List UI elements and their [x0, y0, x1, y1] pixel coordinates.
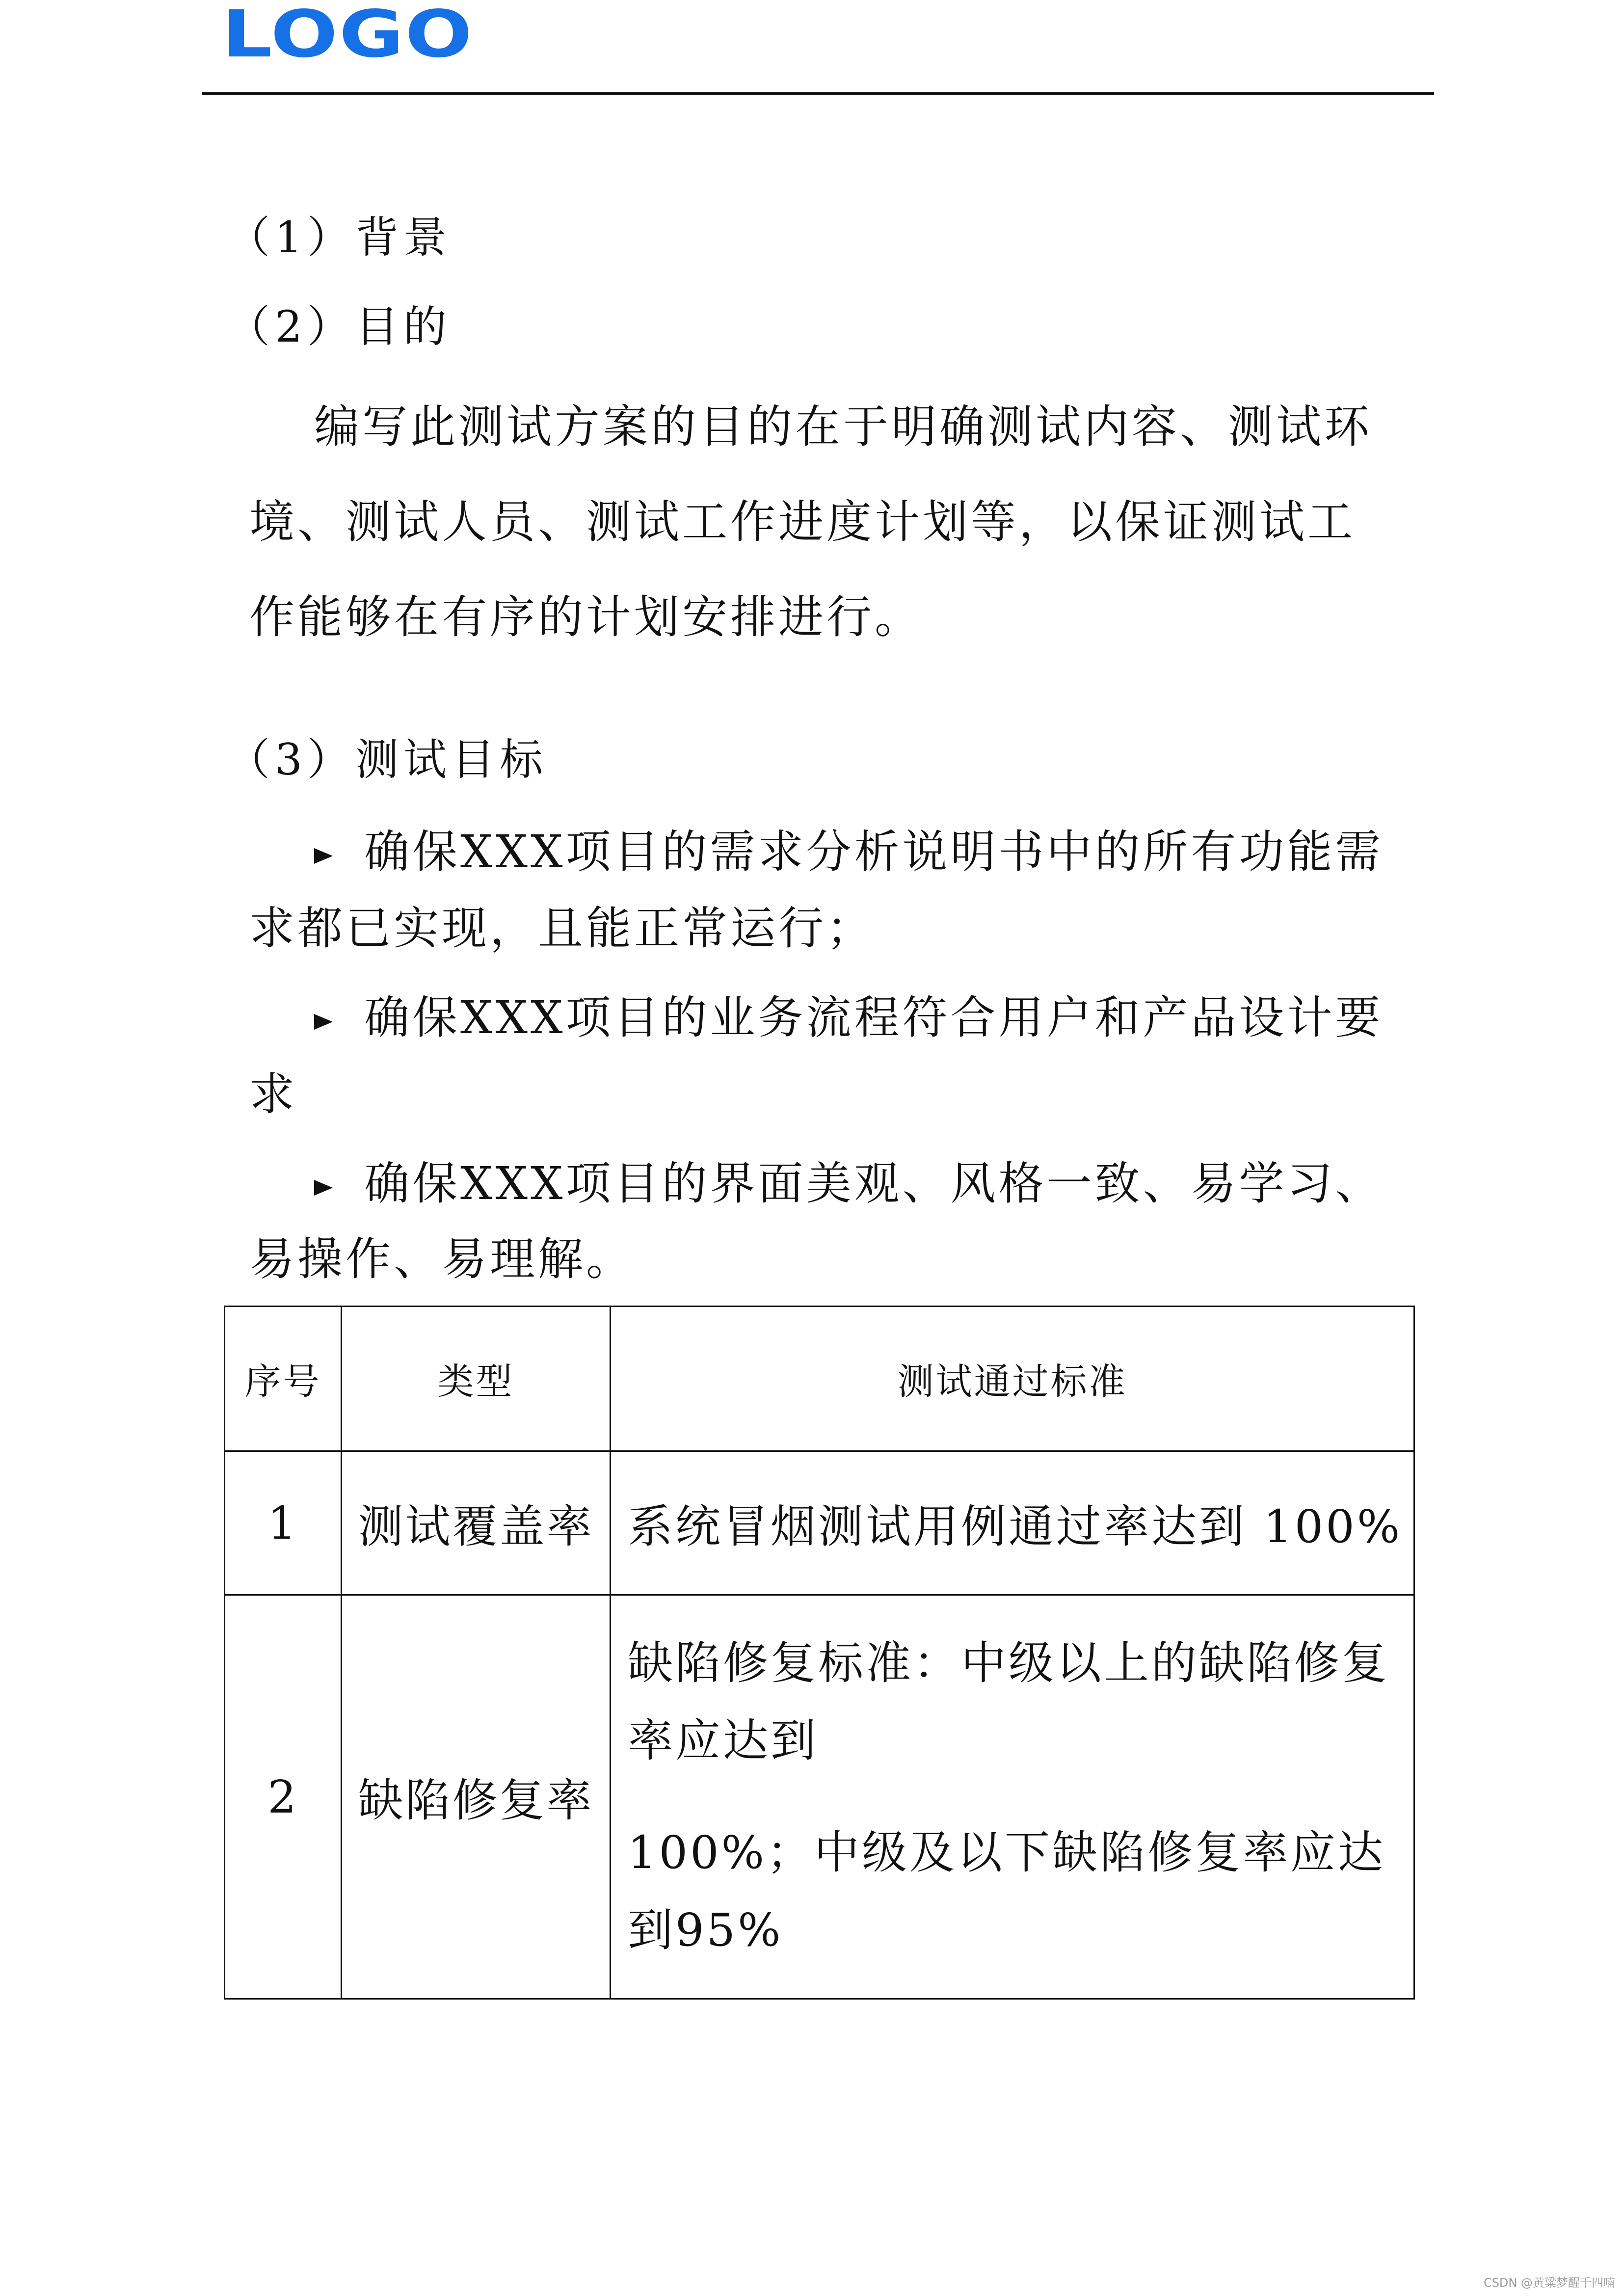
goal-heading: （3）测试目标: [227, 734, 548, 785]
goal-item-3-line-1: 确保XXX项目的界面美观、风格一致、易学习、: [364, 1157, 1384, 1210]
arrow-bullet-icon: [314, 1014, 333, 1030]
table-row: [225, 1451, 1414, 1595]
table-header-row: [225, 1307, 1414, 1451]
pass-criteria-table: [224, 1306, 1415, 2000]
goal-item-1-line-2: 求都已实现，且能正常运行；: [249, 902, 875, 955]
logo-text: LOGO: [222, 0, 474, 72]
arrow-bullet-icon: [314, 848, 333, 864]
company-logo: [222, 0, 474, 72]
purpose-line-3: 作能够在有序的计划安排进行。: [249, 591, 923, 643]
purpose-line-1: 编写此测试方案的目的在于明确测试内容、测试环: [314, 400, 1373, 453]
purpose-heading: （2）目的: [227, 301, 452, 352]
goal-item-2: [314, 991, 1384, 1044]
row-1-type: 测试覆盖率: [342, 1451, 611, 1595]
arrow-bullet-icon: [314, 1180, 333, 1196]
header-number: 序号: [225, 1307, 342, 1451]
header-type: 类型: [342, 1307, 611, 1451]
background-heading: （1）背景: [227, 212, 452, 263]
row-2-number: 2: [225, 1595, 342, 1999]
purpose-line-2: 境、测试人员、测试工作进度计划等，以保证测试工: [249, 496, 1356, 548]
header-criteria: 测试通过标准: [611, 1307, 1414, 1451]
row-2-criteria-part-1: 缺陷修复标准：中级以上的缺陷修复率应达到: [628, 1637, 1390, 1767]
table-row: [225, 1595, 1414, 1999]
goal-item-1: [314, 826, 1384, 878]
row-2-type: 缺陷修复率: [342, 1595, 611, 1999]
row-1-criteria: 系统冒烟测试用例通过率达到 100%: [611, 1451, 1414, 1595]
goal-item-2-line-1: 确保XXX项目的业务流程符合用户和产品设计要: [364, 991, 1384, 1044]
goal-item-2-line-2: 求: [249, 1068, 298, 1121]
header-divider: [202, 92, 1434, 95]
row-2-criteria-part-2: 100%；中级及以下缺陷修复率应达到95%: [628, 1826, 1386, 1956]
source-watermark: CSDN @黄粱梦醒千四喃: [1483, 2276, 1615, 2290]
row-2-criteria: [611, 1595, 1414, 1999]
goal-item-3-line-2: 易操作、易理解。: [249, 1233, 635, 1285]
goal-item-3: [314, 1157, 1384, 1210]
row-1-number: 1: [225, 1451, 342, 1595]
goal-item-1-line-1: 确保XXX项目的需求分析说明书中的所有功能需: [364, 826, 1384, 878]
